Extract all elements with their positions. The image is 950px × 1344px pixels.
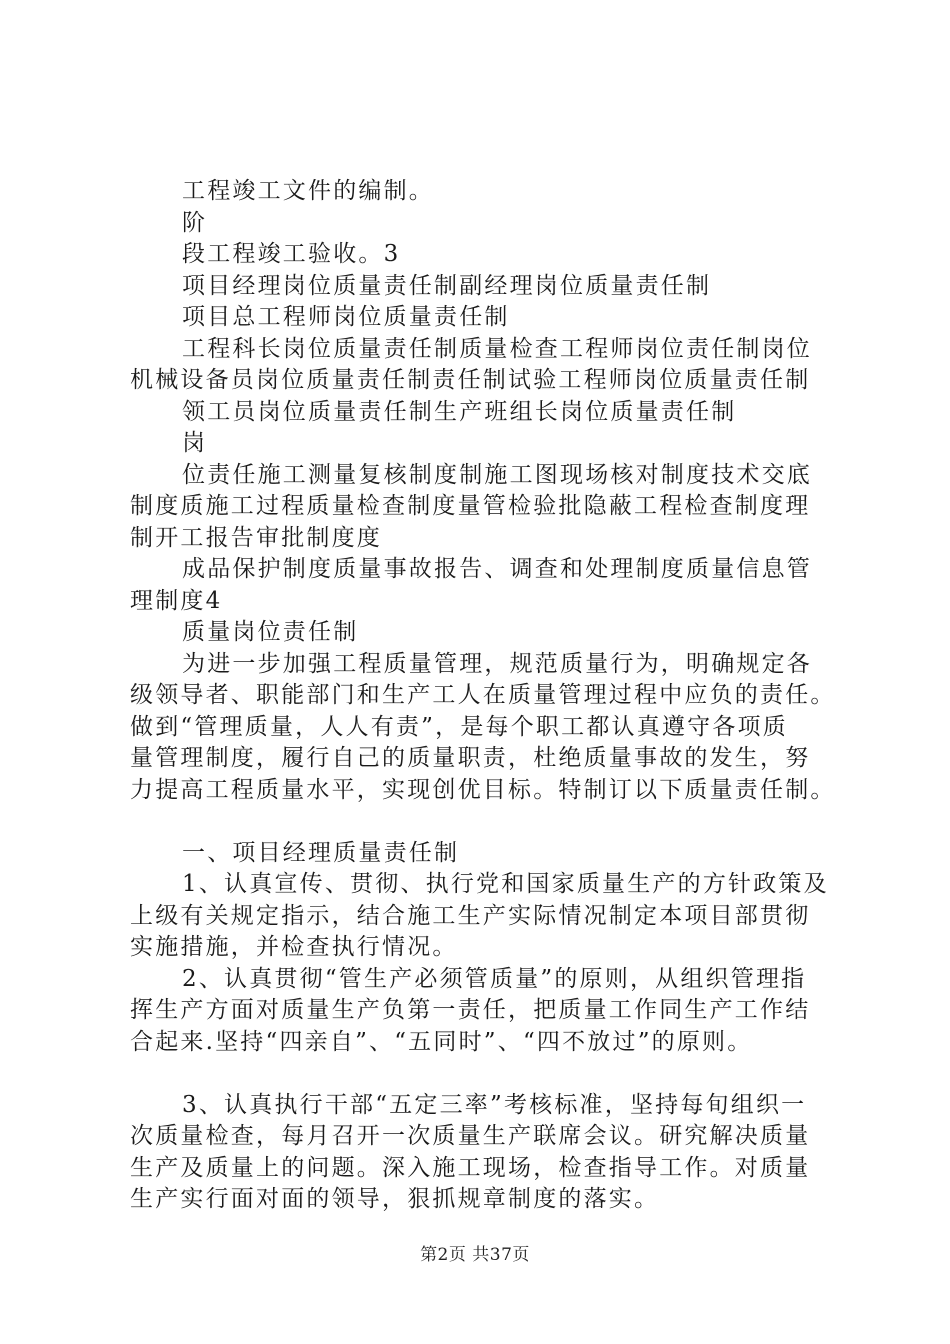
text-line: 段工程竣工验收。3	[182, 241, 401, 267]
section-heading: 一、项目经理质量责任制	[182, 839, 460, 866]
page-footer	[0, 1240, 950, 1265]
text-line: 位责任施工测量复核制度制施工图现场核对制度技术交底	[182, 461, 812, 488]
text-line: 3、认真执行干部“五定三率”考核标准，坚持每旬组织一	[182, 1091, 807, 1118]
blank-line	[130, 1058, 850, 1090]
text-line: 项目总工程师岗位质量责任制	[182, 304, 510, 330]
text-line: 领工员岗位质量责任制生产班组长岗位质量责任制	[182, 398, 737, 425]
text-line: 机械设备员岗位质量责任制责任制试验工程师岗位质量责任制	[130, 367, 811, 393]
blank-line	[130, 806, 850, 838]
section-title: 质量岗位责任制	[182, 619, 359, 645]
text-line: 生产及质量上的问题。深入施工现场，检查指导工作。对质量	[130, 1154, 811, 1181]
text-line: 阶	[182, 209, 208, 236]
page-number: 第2页 共37页	[420, 1245, 530, 1265]
text-line: 实施措施，并检查执行情况。	[130, 934, 458, 960]
text-line: 工程科长岗位质量责任制质量检查工程师岗位责任制岗位	[182, 335, 812, 362]
text-line: 项目经理岗位质量责任制副经理岗位质量责任制	[182, 272, 712, 299]
text-line: 制开工报告审批制度度	[130, 524, 382, 551]
text-line: 为进一步加强工程质量管理，规范质量行为，明确规定各	[182, 650, 812, 677]
text-line: 级领导者、职能部门和生产工人在质量管理过程中应负的责任。	[130, 682, 836, 708]
text-line: 做到“管理质量，人人有责”，是每个职工都认真遵守各项质	[130, 713, 788, 740]
text-line: 合起来.坚持“四亲自”、“五同时”、“四不放过”的原则。	[130, 1028, 753, 1055]
text-line: 工程竣工文件的编制。	[182, 178, 434, 204]
text-line: 2、认真贯彻“管生产必须管质量”的原则，从组织管理指	[182, 965, 807, 992]
text-line: 上级有关规定指示，结合施工生产实际情况制定本项目部贯彻	[130, 902, 811, 929]
text-line: 1、认真宣传、贯彻、执行党和国家质量生产的方针政策及	[182, 871, 829, 897]
text-line: 成品保护制度质量事故报告、调查和处理制度质量信息管	[182, 556, 812, 582]
text-line: 制度质施工过程质量检查制度量管检验批隐蔽工程检查制度理	[130, 493, 811, 519]
text-line: 次质量检查，每月召开一次质量生产联席会议。研究解决质量	[130, 1123, 811, 1149]
document-body	[130, 176, 850, 1216]
text-line: 生产实行面对面的领导，狠抓规章制度的落实。	[130, 1186, 660, 1212]
text-line: 理制度4	[130, 587, 223, 614]
text-line: 力提高工程质量水平，实现创优目标。特制订以下质量责任制。	[130, 776, 836, 803]
text-line: 量管理制度，履行自己的质量职责，杜绝质量事故的发生，努	[130, 745, 811, 771]
text-line: 挥生产方面对质量生产负第一责任，把质量工作同生产工作结	[130, 997, 811, 1023]
text-line: 岗	[182, 430, 208, 456]
